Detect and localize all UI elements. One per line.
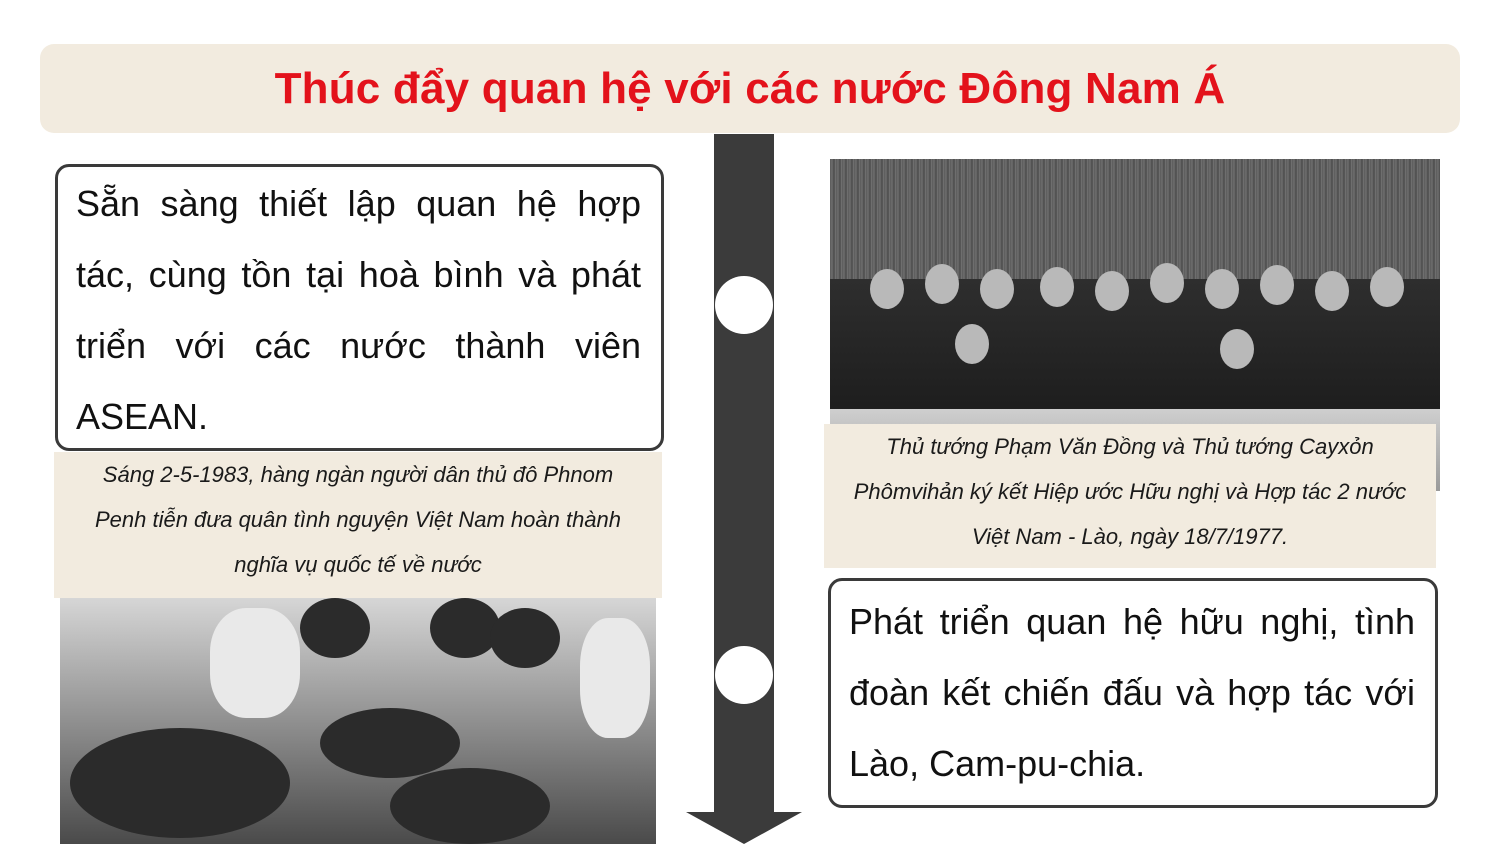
laos-cambodia-relations-text: Phát triển quan hệ hữu nghị, tình đoàn kết chiến đấu và hợp tác với Lào, Cam-pu-chia. xyxy=(849,601,1415,784)
page-title: Thúc đẩy quan hệ với các nước Đông Nam Á xyxy=(274,63,1226,113)
treaty-caption-text: Thủ tướng Phạm Văn Đồng và Thủ tướng Cayxỏn Phômvihản ký kết Hiệp ước Hữu nghị và Hợp tác 2 nước Việt Nam - Lào, ngày 18/7/1977. xyxy=(853,434,1407,549)
timeline-marker-1 xyxy=(715,276,773,334)
timeline-arrow-icon xyxy=(686,812,802,844)
phnom-penh-photo xyxy=(60,598,656,844)
title-banner xyxy=(40,44,1460,133)
treaty-caption xyxy=(824,424,1436,568)
phnom-penh-caption-text: Sáng 2-5-1983, hàng ngàn người dân thủ đô Phnom Penh tiễn đưa quân tình nguyện Việt Nam hoàn thành nghĩa vụ quốc tế về nước xyxy=(94,462,622,577)
laos-cambodia-relations-box xyxy=(828,578,1438,808)
timeline-bar xyxy=(714,134,774,814)
asean-relations-text: Sẵn sàng thiết lập quan hệ hợp tác, cùng tồn tại hoà bình và phát triển với các nước thành viên ASEAN. xyxy=(76,183,641,437)
phnom-penh-caption xyxy=(54,452,662,598)
asean-relations-box xyxy=(55,164,664,451)
timeline-marker-2 xyxy=(715,646,773,704)
